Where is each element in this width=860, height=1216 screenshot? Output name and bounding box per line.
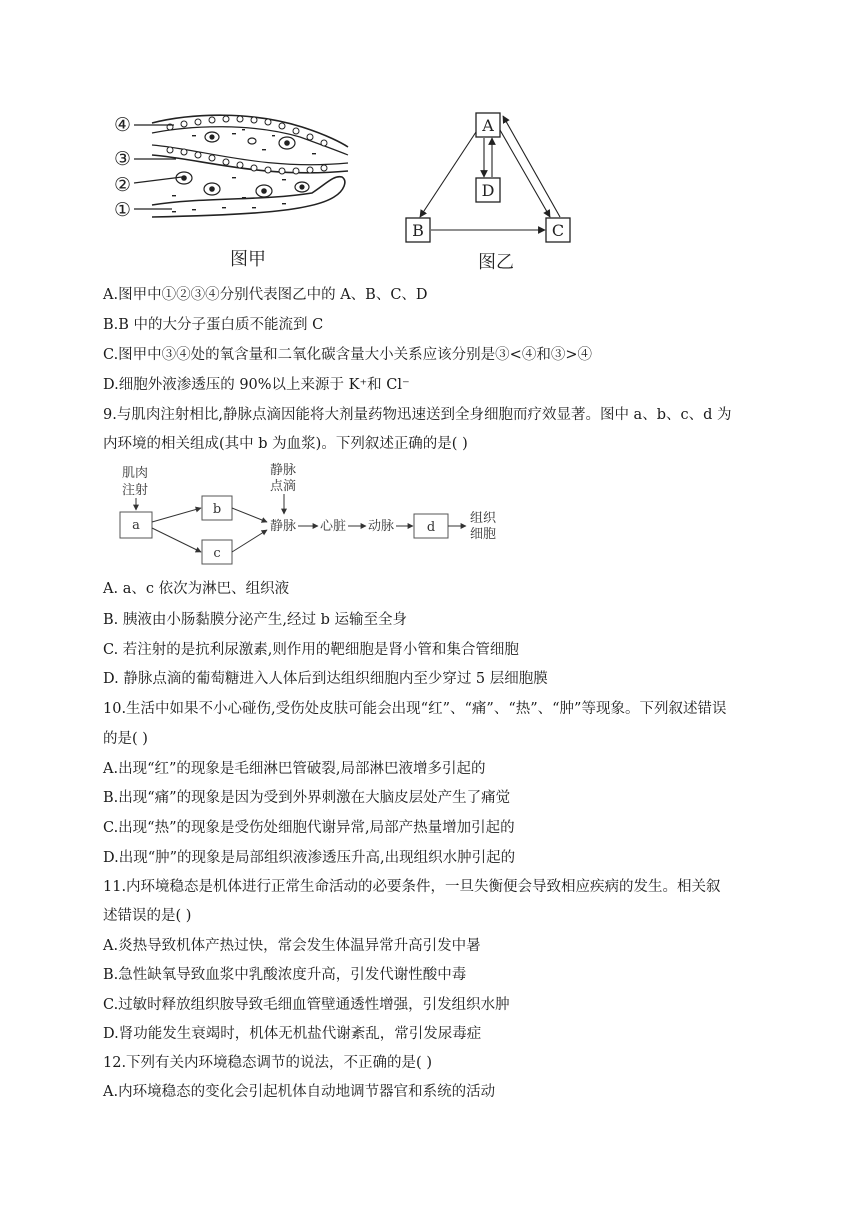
- q12-option-a: A.内环境稳态的变化会引起机体自动地调节器官和系统的活动: [103, 1084, 496, 1100]
- q8-option-c: C.图甲中③④处的氧含量和二氧化碳含量大小关系应该分别是③<④和③>④: [103, 347, 592, 363]
- q11-stem-line1: 11.内环境稳态是机体进行正常生命活动的必要条件，一旦失衡便会导致相应疾病的发生。相关叙: [103, 879, 721, 895]
- figure-yi-node-b: B: [412, 221, 424, 240]
- q10-option-c: C.出现“热”的现象是受伤处细胞代谢异常,局部产热量增加引起的: [103, 820, 515, 836]
- q10-option-b: B.出现“痛”的现象是因为受到外界刺激在大脑皮层处产生了痛觉: [103, 790, 511, 806]
- q9-inject-label-2: 注射: [122, 483, 149, 498]
- q10-stem-line1: 10.生活中如果不小心碰伤,受伤处皮肤可能会出现“红”、“痛”、“热”、“肿”等现象。下列叙述错误: [103, 701, 727, 717]
- q9-option-b: B. 胰液由小肠黏膜分泌产生,经过 b 运输至全身: [103, 612, 407, 628]
- figure-yi-node-a: A: [482, 116, 494, 135]
- q10-option-a: A.出现“红”的现象是毛细淋巴管破裂,局部淋巴液增多引起的: [103, 761, 486, 777]
- q10-stem-line2: 的是( ): [103, 731, 148, 747]
- q9-inject-label-1: 肌肉: [122, 466, 149, 481]
- q9-box-b: b: [212, 502, 222, 517]
- q9-stem-line2: 内环境的相关组成(其中 b 为血浆)。下列叙述正确的是( ): [103, 436, 468, 452]
- figure-yi-caption: 图乙: [478, 252, 514, 273]
- q9-diagram-drawing: [112, 462, 512, 574]
- q10-option-d: D.出现“肿”的现象是局部组织液渗透压升高,出现组织水肿引起的: [103, 850, 516, 866]
- q8-option-b: B.B 中的大分子蛋白质不能流到 C: [103, 317, 324, 333]
- q9-tissue-2: 细胞: [470, 527, 497, 542]
- q11-option-d: D.肾功能发生衰竭时，机体无机盐代谢紊乱，常引发尿毒症: [103, 1026, 482, 1042]
- figure-yi-node-c: C: [551, 221, 565, 240]
- q11-stem-line2: 述错误的是( ): [103, 908, 192, 924]
- q9-option-a: A. a、c 依次为淋巴、组织液: [103, 581, 290, 597]
- figure-yi-node-d: D: [481, 181, 495, 200]
- figure-yi: [400, 108, 580, 276]
- q9-box-c: c: [213, 546, 221, 561]
- q11-option-c: C.过敏时释放组织胺导致毛细血管壁通透性增强，引发组织水肿: [103, 997, 510, 1013]
- q9-option-c: C. 若注射的是抗利尿激素,则作用的靶细胞是肾小管和集合管细胞: [103, 642, 519, 658]
- q9-vein: 静脉: [270, 519, 297, 534]
- figure-jia-label-3: ③: [114, 148, 132, 170]
- q12-stem: 12.下列有关内环境稳态调节的说法，不正确的是( ): [103, 1055, 432, 1071]
- q9-artery: 动脉: [368, 519, 395, 534]
- q11-option-a: A.炎热导致机体产热过快，常会发生体温异常升高引发中暑: [103, 938, 481, 954]
- q9-box-a: a: [132, 518, 140, 533]
- q9-option-d: D. 静脉点滴的葡萄糖进入人体后到达组织细胞内至少穿过 5 层细胞膜: [103, 671, 548, 687]
- q9-stem-line1: 9.与肌肉注射相比,静脉点滴因能将大剂量药物迅速送到全身细胞而疗效显著。图中 a、b、c、d 为: [103, 407, 732, 423]
- q9-drip-label-1: 静脉: [270, 463, 297, 478]
- figure-jia-label-2: ②: [114, 174, 132, 196]
- figure-jia-drawing: [112, 105, 352, 275]
- q8-option-d: D.细胞外液渗透压的 90%以上来源于 K⁺和 Cl⁻: [103, 377, 410, 393]
- figure-jia: [112, 105, 352, 275]
- q8-option-a: A.图甲中①②③④分别代表图乙中的 A、B、C、D: [103, 287, 428, 303]
- q9-drip-label-2: 点滴: [270, 479, 297, 494]
- q9-tissue-1: 组织: [470, 511, 497, 526]
- figure-jia-caption: 图甲: [230, 249, 266, 270]
- figure-jia-label-1: ①: [114, 199, 132, 221]
- q9-heart: 心脏: [320, 519, 347, 534]
- q11-option-b: B.急性缺氧导致血浆中乳酸浓度升高，引发代谢性酸中毒: [103, 967, 467, 983]
- q9-box-d: d: [426, 520, 436, 535]
- figure-yi-drawing: [400, 108, 580, 276]
- q9-diagram: [112, 462, 512, 574]
- figure-jia-label-4: ④: [114, 114, 132, 136]
